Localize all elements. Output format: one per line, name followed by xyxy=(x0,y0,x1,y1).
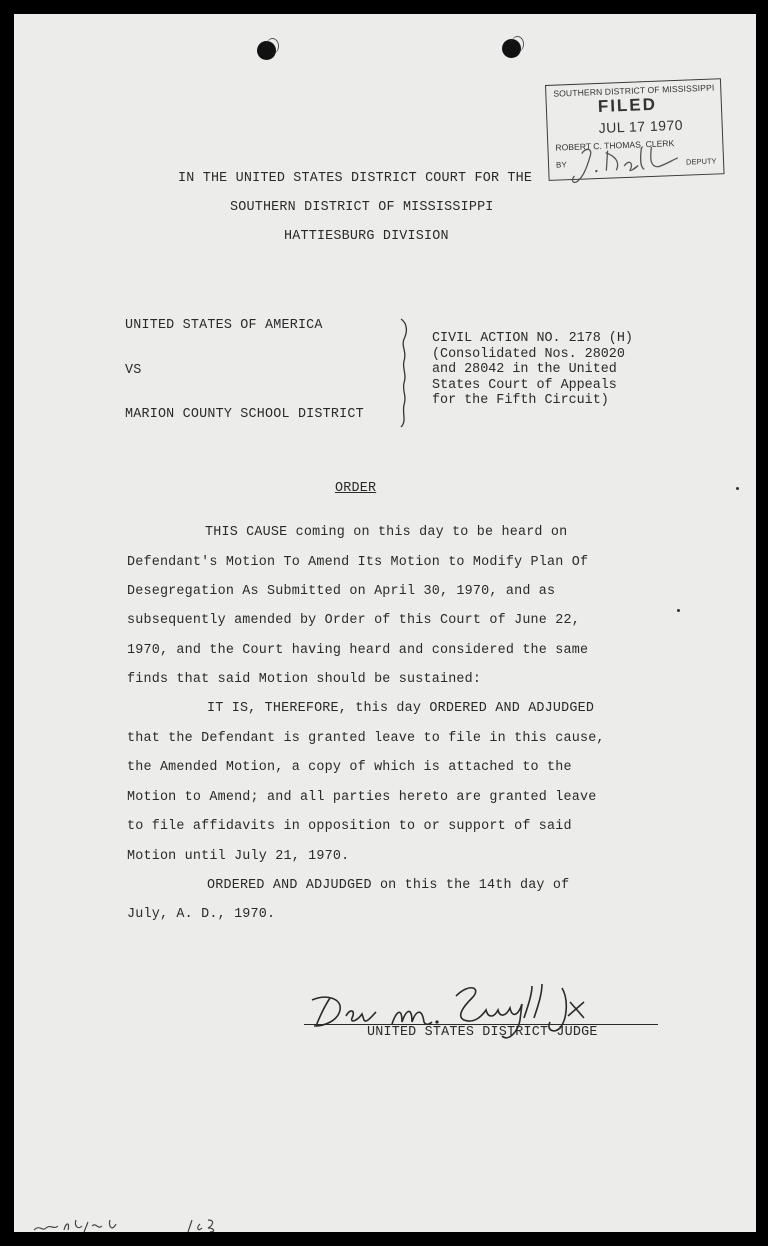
court-heading-line2: SOUTHERN DISTRICT OF MISSISSIPPI xyxy=(230,200,494,215)
speck xyxy=(677,609,680,612)
body-line: Motion until July 21, 1970. xyxy=(127,849,350,864)
punch-hole-left xyxy=(257,41,276,60)
body-line: July, A. D., 1970. xyxy=(127,907,276,922)
stamp-district: SOUTHERN DISTRICT OF MISSISSIPPI xyxy=(553,82,715,99)
stamp-by: BY xyxy=(555,160,567,170)
body-line: IT IS, THEREFORE, this day ORDERED AND ADJUDGED xyxy=(207,701,595,716)
stamp-date: JUL 17 1970 xyxy=(598,116,684,136)
speck xyxy=(736,487,739,490)
order-title: ORDER xyxy=(335,481,377,496)
punch-hole-right xyxy=(502,39,521,58)
stamp-filed: FILED xyxy=(597,94,658,116)
judge-title: UNITED STATES DISTRICT JUDGE xyxy=(367,1025,598,1040)
court-heading-line3: HATTIESBURG DIVISION xyxy=(284,229,449,244)
body-line: the Amended Motion, a copy of which is attached to the xyxy=(127,760,572,775)
stamp-clerk: ROBERT C. THOMAS, CLERK xyxy=(555,138,675,153)
document-page xyxy=(14,14,756,1232)
case-line: (Consolidated Nos. 28020 xyxy=(432,346,625,362)
court-heading-line1: IN THE UNITED STATES DISTRICT COURT FOR THE xyxy=(178,171,533,186)
caption-brace-icon xyxy=(399,317,413,429)
body-line: Defendant's Motion To Amend Its Motion to Modify Plan Of xyxy=(127,555,589,570)
case-line: and 28042 in the United xyxy=(432,362,617,378)
body-line: Motion to Amend; and all parties hereto are granted leave xyxy=(127,790,597,805)
caption-defendant: MARION COUNTY SCHOOL DISTRICT xyxy=(125,407,364,422)
stamp-deputy: DEPUTY xyxy=(685,156,717,167)
case-line: CIVIL ACTION NO. 2178 (H) xyxy=(432,331,633,346)
body-line: to file affidavits in opposition to or support of said xyxy=(127,819,572,834)
body-line: that the Defendant is granted leave to file in this cause, xyxy=(127,731,605,746)
caption-plaintiff: UNITED STATES OF AMERICA xyxy=(125,318,323,333)
body-line: finds that said Motion should be sustained: xyxy=(127,672,482,687)
filed-stamp xyxy=(545,78,725,181)
case-line: States Court of Appeals xyxy=(432,377,617,393)
body-line: Desegregation As Submitted on April 30, 1970, and as xyxy=(127,584,556,599)
body-line: subsequently amended by Order of this Court of June 22, xyxy=(127,613,580,628)
handwritten-archive-note-icon xyxy=(32,1216,242,1232)
deputy-signature-icon xyxy=(567,138,689,189)
body-line: ORDERED AND ADJUDGED on this the 14th day of xyxy=(207,878,570,893)
case-number-block xyxy=(432,331,633,409)
body-line: 1970, and the Court having heard and considered the same xyxy=(127,643,589,658)
body-line: THIS CAUSE coming on this day to be heard on xyxy=(205,525,568,540)
caption-versus: VS xyxy=(125,363,142,378)
case-line: for the Fifth Circuit) xyxy=(432,393,609,409)
